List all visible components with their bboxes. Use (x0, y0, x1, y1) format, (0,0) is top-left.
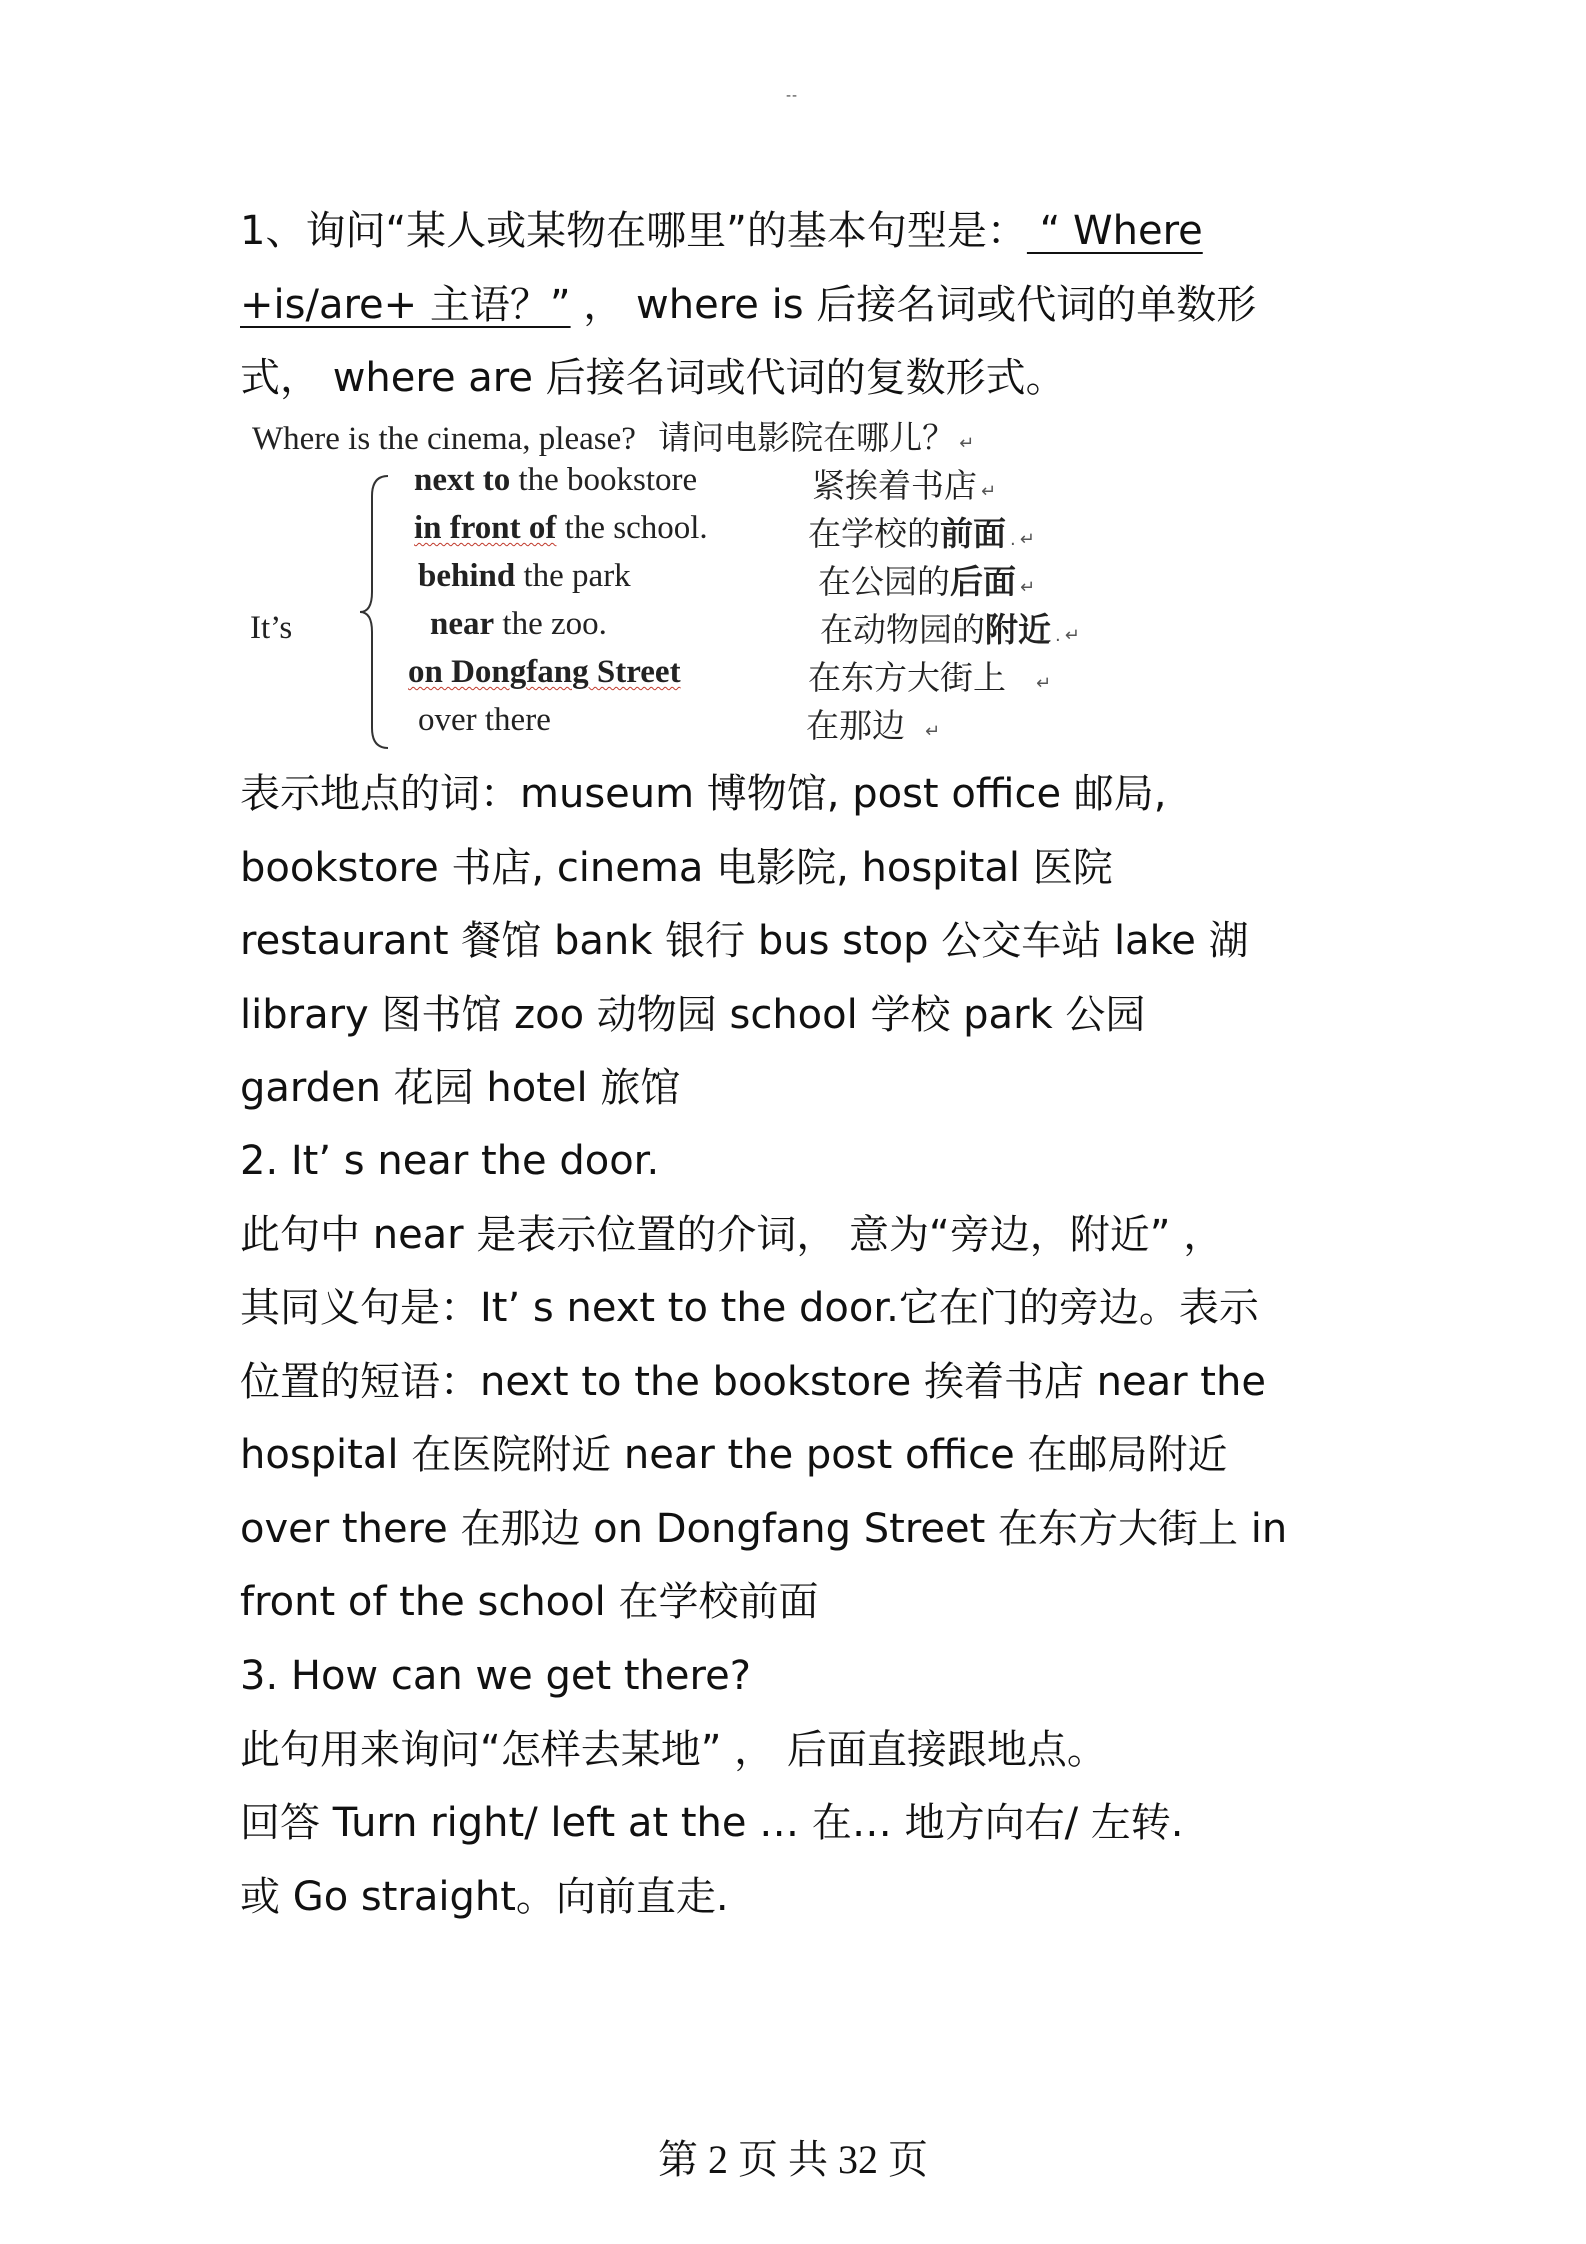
curly-brace-icon (358, 474, 394, 750)
section-2-line: over there 在那边 on Dongfang Street 在东方大街上 in (240, 1505, 1288, 1552)
vocab-line: garden 花园 hotel 旅馆 (240, 1065, 681, 1111)
figure-row-zh: 在学校的前面 . ↵ (808, 514, 1035, 553)
section-3-line: 3. How can we get there? (240, 1653, 751, 1699)
section-1-underlined-a: “ Where (1026, 208, 1203, 254)
section-1-prefix: 1、询问“某人或某物在哪里”的基本句型是： (240, 208, 1027, 254)
vocab-line: restaurant 餐馆 bank 银行 bus stop 公交车站 lake 湖 (240, 918, 1249, 964)
vocab-line: bookstore 书店, cinema 电影院, hospital 医院 (240, 844, 1113, 891)
figure-row-zh: 在东方大街上 ↵ (808, 658, 1052, 697)
vocab-section (240, 758, 1350, 1126)
figure-row-zh: 在那边 ↵ (806, 706, 941, 745)
figure-row-zh: 在公园的后面 ↵ (818, 562, 1036, 601)
embedded-figure (248, 408, 1148, 753)
section-2-line: 2. It’ s near the door. (240, 1138, 660, 1184)
section-3-line: 此句用来询问“怎样去某地” ， 后面直接跟地点。 (240, 1726, 1107, 1773)
section-2 (240, 1125, 1350, 1640)
section-2-line: 位置的短语：next to the bookstore 挨着书店 near the (240, 1358, 1266, 1405)
figure-row-zh: 在动物园的附近 . ↵ (820, 610, 1080, 649)
section-1 (240, 195, 1350, 416)
section-1-line-3: 式， where are 后接名词或代词的复数形式。 (240, 355, 1066, 401)
figure-row-en: behind the park (418, 558, 631, 594)
section-1-line-1 (240, 195, 1350, 269)
section-2-line: front of the school 在学校前面 (240, 1579, 819, 1625)
figure-question-en: Where is the cinema, please? (252, 421, 636, 457)
figure-row-en: near the zoo. (430, 606, 607, 642)
figure-row-en: on Dongfang Street (408, 654, 681, 690)
header-mark: -- (786, 88, 799, 104)
figure-row-en: over there (418, 702, 551, 738)
section-1-line-2-rest: ， where is 后接名词或代词的单数形 (570, 281, 1257, 328)
section-2-line: 此句中 near 是表示位置的介词， 意为“旁边，附近” ， (240, 1211, 1224, 1258)
figure-row-en: in front of the school. (414, 510, 708, 546)
section-3-line: 或 Go straight。向前直走. (240, 1873, 729, 1920)
figure-row-zh: 紧挨着书店 ↵ (812, 466, 997, 505)
section-2-line: hospital 在医院附近 near the post office 在邮局附近 (240, 1432, 1228, 1478)
section-3-line: 回答 Turn right/ left at the … 在… 地方向右/ 左转. (240, 1800, 1184, 1846)
vocab-line: 表示地点的词：museum 博物馆, post office 邮局, (240, 771, 1167, 817)
section-3 (240, 1640, 1350, 1934)
vocab-line: library 图书馆 zoo 动物园 school 学校 park 公园 (240, 991, 1146, 1038)
page-footer: 第 2 页 共 32 页 (658, 2137, 928, 2182)
figure-question (252, 412, 974, 459)
its-label: It’s (250, 610, 293, 646)
section-1-underlined-b: +is/are+ 主语？” (240, 281, 571, 328)
section-2-line: 其同义句是：It’ s next to the door.它在门的旁边。表示 (240, 1285, 1259, 1331)
figure-row-en: next to the bookstore (414, 462, 698, 498)
section-1-line-2 (240, 269, 1350, 343)
return-mark: ↵ (959, 433, 975, 454)
figure-question-zh: 请问电影院在哪儿？ (658, 418, 956, 457)
